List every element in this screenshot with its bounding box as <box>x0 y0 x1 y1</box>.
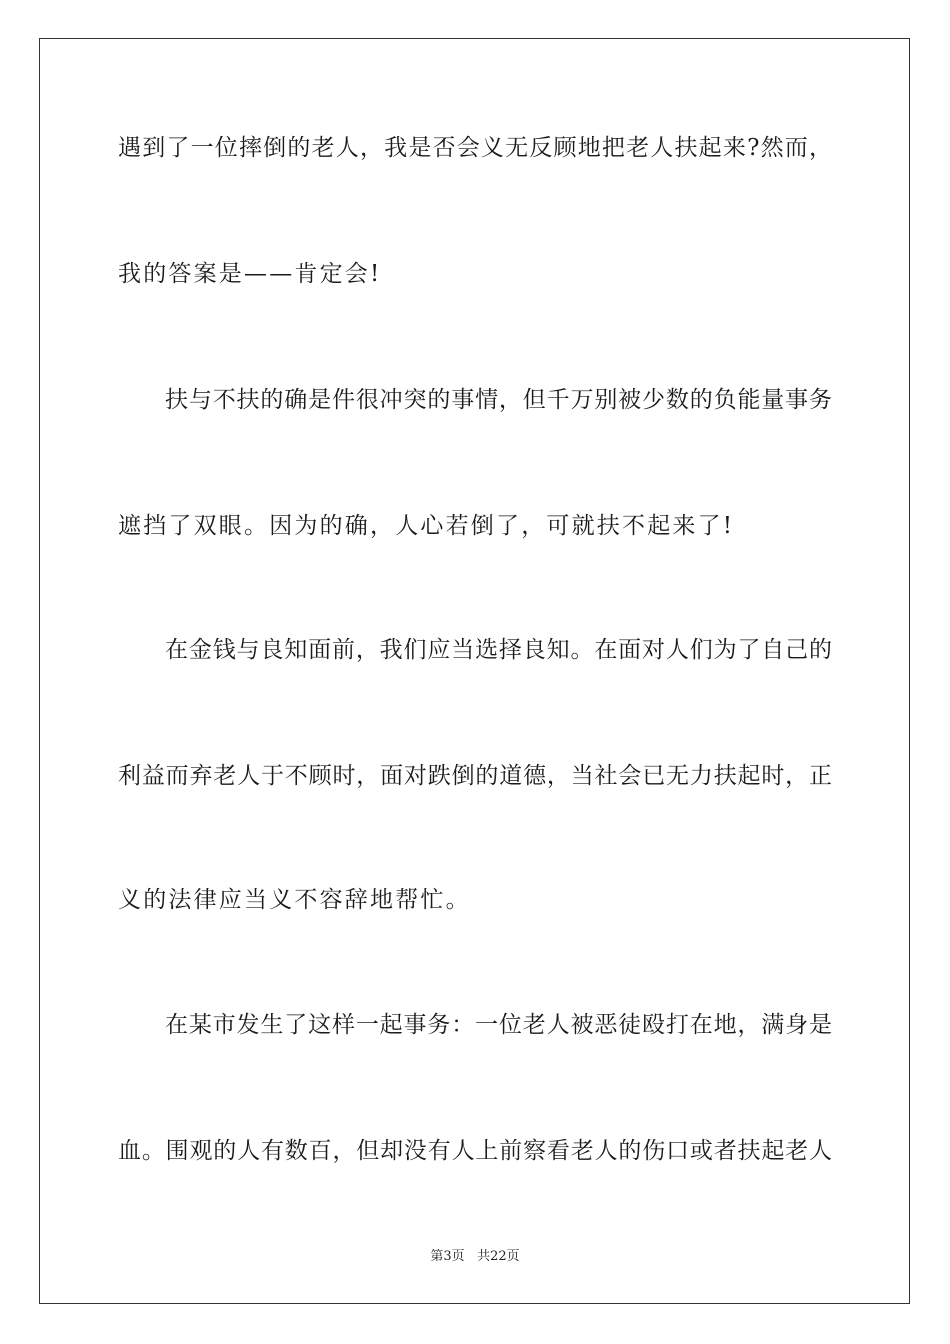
page-total: 共22页 <box>477 1249 520 1264</box>
text-line-7: 义的法律应当义不容辞地帮忙。 <box>118 887 471 913</box>
text-line-6: 利益而弃老人于不顾时，面对跌倒的道德，当社会已无力扶起时，正 <box>118 763 832 789</box>
text-line-8: 在某市发生了这样一起事务：一位老人被恶徒殴打在地，满身是 <box>165 1012 832 1038</box>
text-line-1: 遇到了一位摔倒的老人，我是否会义无反顾地把老人扶起来?然而， <box>118 135 832 161</box>
text-line-5: 在金钱与良知面前，我们应当选择良知。在面对人们为了自己的 <box>165 637 832 663</box>
text-line-2: 我的答案是——肯定会! <box>118 261 382 287</box>
page-number: 第3页 <box>430 1249 465 1264</box>
text-line-3: 扶与不扶的确是件很冲突的事情，但千万别被少数的负能量事务 <box>165 387 832 413</box>
text-line-4: 遮挡了双眼。因为的确，人心若倒了，可就扶不起来了! <box>118 513 735 539</box>
page-footer <box>0 1248 950 1266</box>
page-border <box>39 38 910 1304</box>
text-line-9: 血。围观的人有数百，但却没有人上前察看老人的伤口或者扶起老人 <box>118 1138 832 1164</box>
